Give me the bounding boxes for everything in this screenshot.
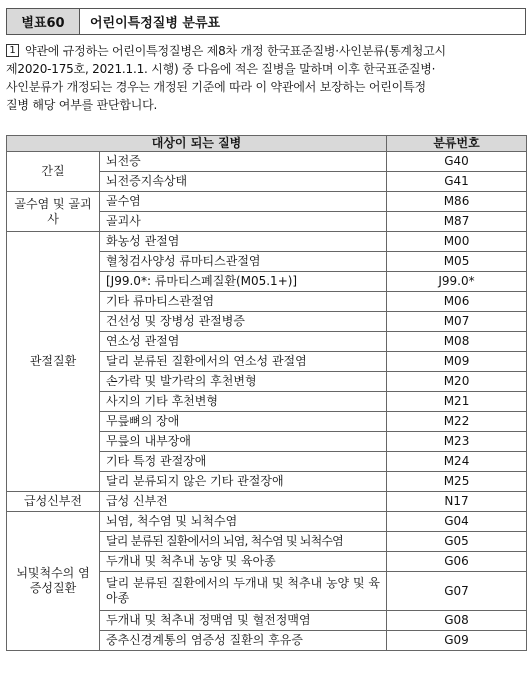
disease-name: 두개내 및 척추내 농양 및 육아종 <box>100 552 387 572</box>
disease-code: M09 <box>387 352 527 372</box>
disease-code: G40 <box>387 152 527 172</box>
disease-name: 무릎뼈의 장애 <box>100 412 387 432</box>
table-header-row <box>7 136 527 152</box>
table-row <box>7 152 527 172</box>
table-row <box>7 512 527 532</box>
disease-name: 달리 분류된 질환에서의 뇌염, 척수염 및 뇌척수염 <box>100 532 387 552</box>
disease-code: J99.0* <box>387 272 527 292</box>
disease-name: 골괴사 <box>100 212 387 232</box>
disease-name: 무릎의 내부장애 <box>100 432 387 452</box>
disease-name: 중추신경계통의 염증성 질환의 후유증 <box>100 631 387 651</box>
disease-name: 뇌전증 <box>100 152 387 172</box>
note-line-4: 질병 해당 여부를 판단합니다. <box>6 98 158 112</box>
group-label: 뇌및척수의 염증성질환 <box>7 512 100 651</box>
disease-code: M23 <box>387 432 527 452</box>
note-line-1: 약관에 규정하는 어린이특정질병은 제8차 개정 한국표준질병·사인분류(통계청고시 <box>25 44 446 58</box>
disease-name <box>100 572 387 611</box>
disease-name: 사지의 기타 후천변형 <box>100 392 387 412</box>
disease-name: 연소성 관절염 <box>100 332 387 352</box>
disease-name: 골수염 <box>100 192 387 212</box>
group-label: 급성신부전 <box>7 492 100 512</box>
disease-code: G41 <box>387 172 527 192</box>
disease-code: N17 <box>387 492 527 512</box>
disease-code: M07 <box>387 312 527 332</box>
disease-name: 화농성 관절염 <box>100 232 387 252</box>
disease-code: M86 <box>387 192 527 212</box>
disease-name: 두개내 및 척추내 정맥염 및 혈전정맥염 <box>100 611 387 631</box>
appendix-header <box>6 8 526 35</box>
disease-code: M25 <box>387 472 527 492</box>
disease-code: M87 <box>387 212 527 232</box>
disease-name: 급성 신부전 <box>100 492 387 512</box>
appendix-tag: 별표60 <box>7 9 80 34</box>
header-code: 분류번호 <box>387 136 527 152</box>
disease-code: M20 <box>387 372 527 392</box>
note-line-3: 사인분류가 개정되는 경우는 개정된 기준에 따라 이 약관에서 보장하는 어린이특정 <box>6 80 426 94</box>
disease-name: 달리 분류되지 않은 기타 관절장애 <box>100 472 387 492</box>
disease-name: 기타 특정 관절장애 <box>100 452 387 472</box>
numbered-box-marker: 1 <box>6 44 19 57</box>
disease-code: M08 <box>387 332 527 352</box>
disease-code: G05 <box>387 532 527 552</box>
disease-name: 뇌염, 척수염 및 뇌척수염 <box>100 512 387 532</box>
disease-classification-table <box>6 135 527 651</box>
disease-name: 건선성 및 장병성 관절병증 <box>100 312 387 332</box>
disease-code: G06 <box>387 552 527 572</box>
appendix-title: 어린이특정질병 분류표 <box>90 16 221 31</box>
disease-code: M00 <box>387 232 527 252</box>
disease-code: G08 <box>387 611 527 631</box>
disease-code: G04 <box>387 512 527 532</box>
header-disease: 대상이 되는 질병 <box>7 136 387 152</box>
disease-code: M06 <box>387 292 527 312</box>
disease-code: M05 <box>387 252 527 272</box>
disease-name: 달리 분류된 질환에서의 연소성 관절염 <box>100 352 387 372</box>
table-row <box>7 492 527 512</box>
note-line-2: 제2020-175호, 2021.1.1. 시행) 중 다음에 적은 질병을 말하며 이후 한국표준질병· <box>6 62 436 76</box>
disease-code: G09 <box>387 631 527 651</box>
disease-name: 뇌전증지속상태 <box>100 172 387 192</box>
disease-code: M22 <box>387 412 527 432</box>
group-label: 골수염 및 골괴사 <box>7 192 100 232</box>
table-row <box>7 192 527 212</box>
disease-name: 기타 류마티스관절염 <box>100 292 387 312</box>
group-label: 관절질환 <box>7 232 100 492</box>
disease-code: M24 <box>387 452 527 472</box>
disease-name: 손가락 및 발가락의 후천변형 <box>100 372 387 392</box>
disease-name: [J99.0*: 류마티스폐질환(M05.1+)] <box>100 272 387 292</box>
disease-code: G07 <box>387 572 527 611</box>
disease-code: M21 <box>387 392 527 412</box>
note-paragraph <box>6 42 528 114</box>
disease-name: 혈청검사양성 류마티스관절염 <box>100 252 387 272</box>
group-label: 간질 <box>7 152 100 192</box>
table-row <box>7 232 527 252</box>
disease-name-text: 달리 분류된 질환에서의 두개내 및 척추내 농양 및 육아종 <box>106 576 380 605</box>
